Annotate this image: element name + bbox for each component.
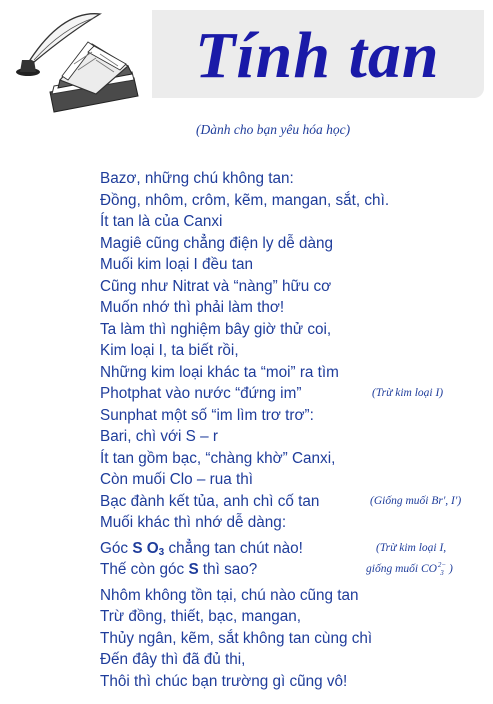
- poem-line: Còn muối Clo – rua thì: [100, 471, 254, 488]
- poem-line: Trừ đồng, thiết, bạc, mangan,: [100, 608, 301, 625]
- poem-line: Đến đây thì đã đủ thi,: [100, 651, 246, 668]
- poem-line: Muối kim loại I đều tan: [100, 256, 254, 273]
- poem-line: Đồng, nhôm, crôm, kẽm, mangan, sắt, chì.: [100, 191, 390, 209]
- sulfite-formula: S $O_3$: [132, 539, 165, 558]
- poem: [100, 168, 490, 692]
- subtitle: (Dành cho bạn yêu hóa học): [196, 122, 351, 137]
- poem-line: Cũng như Nitrat và “nàng” hữu cơ: [100, 277, 332, 295]
- poem-line: Magiê cũng chẳng điện ly dễ dàng: [100, 234, 334, 252]
- poem-line-text: Photphat vào nước “đứng im”: [100, 385, 302, 402]
- poem-line: Sunphat một số “im lìm trơ trơ”:: [100, 406, 314, 424]
- sulfide-formula: S: [188, 561, 199, 578]
- book-quill-inkpot-icon: [8, 8, 148, 116]
- poem-line-text: Bạc đành kết tủa, anh chì cố tan: [100, 492, 320, 510]
- poem-line: Ta làm thì nghiệm bây giờ thử coi,: [100, 320, 332, 338]
- side-note: (Giống muối Br', I'): [370, 494, 462, 507]
- poem-line: Bari, chì với S – r: [100, 428, 218, 445]
- side-note: giống muối CO2− 3 ): [366, 561, 453, 578]
- poem-line-sulfide: Thế còn góc S thì sao? giống muối CO2− 3 ): [100, 559, 490, 581]
- poem-line-sulfite: Góc S $O_3$ chẳng tan chút nào! (Trừ kim loại I,: [100, 539, 447, 558]
- poem-line: Thủy ngân, kẽm, sắt không tan cùng chì: [100, 629, 373, 647]
- poem-line: Bazơ, những chú không tan:: [100, 170, 294, 187]
- side-note: (Trừ kim loại I): [372, 387, 444, 399]
- poem-line: Muốn nhớ thì phải làm thơ!: [100, 299, 285, 316]
- poem-line: Những kim loại khác ta “moi” ra tìm: [100, 363, 339, 381]
- poem-line: Nhôm không tồn tại, chú nào cũng tan: [100, 586, 359, 604]
- poem-line: Muối khác thì nhớ dễ dàng:: [100, 514, 287, 531]
- poem-line: Thôi thì chúc bạn trường gì cũng vô!: [100, 672, 348, 690]
- page-title: Tính tan: [195, 19, 440, 92]
- side-note: (Trừ kim loại I,: [376, 541, 447, 554]
- poem-line: Ít tan là của Canxi: [100, 213, 223, 230]
- poem-line-phosphate: [100, 383, 490, 405]
- poem-line: Ít tan gồm bạc, “chàng khờ” Canxi,: [100, 449, 336, 467]
- poem-line: Kim loại I, ta biết rồi,: [100, 342, 239, 359]
- poem-line-chloride: [100, 491, 490, 513]
